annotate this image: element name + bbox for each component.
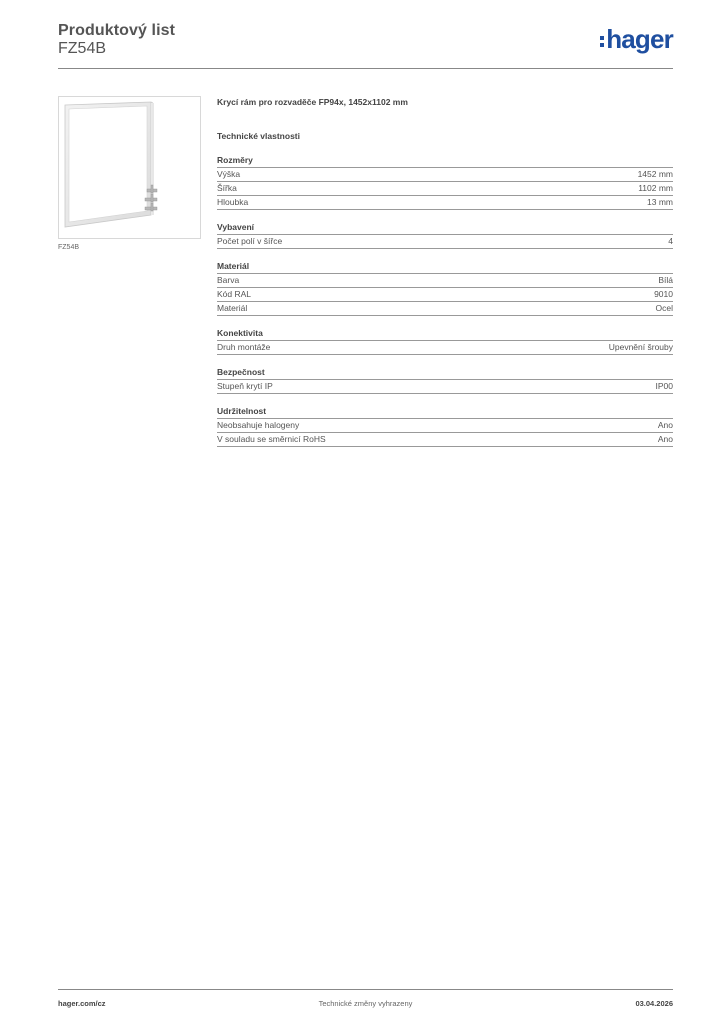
spec-label: Výška bbox=[217, 169, 241, 179]
section-title: Bezpečnost bbox=[217, 366, 673, 380]
section-title: Udržitelnost bbox=[217, 405, 673, 419]
spec-label: Šířka bbox=[217, 183, 237, 193]
spec-label: Hloubka bbox=[217, 197, 249, 207]
spec-row bbox=[217, 182, 673, 196]
spec-row bbox=[217, 419, 673, 433]
spec-value: 9010 bbox=[654, 289, 673, 299]
spec-row bbox=[217, 341, 673, 355]
spec-row bbox=[217, 433, 673, 447]
spec-label: Počet polí v šířce bbox=[217, 236, 283, 246]
spec-value: 1452 mm bbox=[637, 169, 673, 179]
spec-value: 13 mm bbox=[647, 197, 673, 207]
section-material bbox=[217, 260, 673, 316]
spec-value: Upevnění šrouby bbox=[608, 342, 673, 352]
spec-value: Bílá bbox=[658, 275, 673, 285]
page-header bbox=[58, 20, 673, 69]
product-description: Krycí rám pro rozvaděče FP94x, 1452x1102 mm bbox=[217, 97, 408, 107]
spec-value: IP00 bbox=[655, 381, 673, 391]
spec-value: 4 bbox=[668, 236, 673, 246]
section-equipment bbox=[217, 221, 673, 249]
hager-logo-icon bbox=[600, 36, 604, 47]
section-dimensions bbox=[217, 154, 673, 210]
spec-label: Druh montáže bbox=[217, 342, 271, 352]
page-title: Produktový list bbox=[58, 22, 176, 39]
product-image bbox=[58, 96, 201, 239]
spec-row bbox=[217, 274, 673, 288]
footer-date: 03.04.2026 bbox=[635, 999, 673, 1008]
spec-value: 1102 mm bbox=[638, 183, 673, 193]
section-title: Konektivita bbox=[217, 327, 673, 341]
spec-row bbox=[217, 380, 673, 394]
cover-frame-drawing bbox=[59, 97, 200, 238]
spec-label: Neobsahuje halogeny bbox=[217, 420, 300, 430]
spec-label: Stupeň krytí IP bbox=[217, 381, 273, 391]
spec-row bbox=[217, 302, 673, 316]
spec-label: Materiál bbox=[217, 303, 248, 313]
spec-row bbox=[217, 288, 673, 302]
section-safety bbox=[217, 366, 673, 394]
spec-value: Ocel bbox=[655, 303, 673, 313]
technical-properties-heading: Technické vlastnosti bbox=[217, 131, 300, 141]
section-title: Rozměry bbox=[217, 154, 673, 168]
spec-row bbox=[217, 235, 673, 249]
page-footer bbox=[58, 989, 673, 1014]
spec-label: Barva bbox=[217, 275, 240, 285]
footer-disclaimer: Technické změny vyhrazeny bbox=[318, 999, 413, 1008]
hager-logo[interactable] bbox=[600, 26, 673, 52]
section-connectivity bbox=[217, 327, 673, 355]
section-sustainability bbox=[217, 405, 673, 447]
section-title: Materiál bbox=[217, 260, 673, 274]
spec-label: Kód RAL bbox=[217, 289, 252, 299]
product-content bbox=[217, 96, 673, 447]
spec-row bbox=[217, 168, 673, 182]
image-caption: FZ54B bbox=[58, 244, 80, 251]
spec-label: V souladu se směrnicí RoHS bbox=[217, 434, 326, 444]
spec-row bbox=[217, 196, 673, 210]
section-title: Vybavení bbox=[217, 221, 673, 235]
spec-value: Ano bbox=[657, 434, 673, 444]
logo-text: hager bbox=[606, 24, 673, 54]
footer-website-link[interactable]: hager.com/cz bbox=[58, 999, 106, 1008]
spec-value: Ano bbox=[657, 420, 673, 430]
product-code: FZ54B bbox=[58, 40, 107, 57]
